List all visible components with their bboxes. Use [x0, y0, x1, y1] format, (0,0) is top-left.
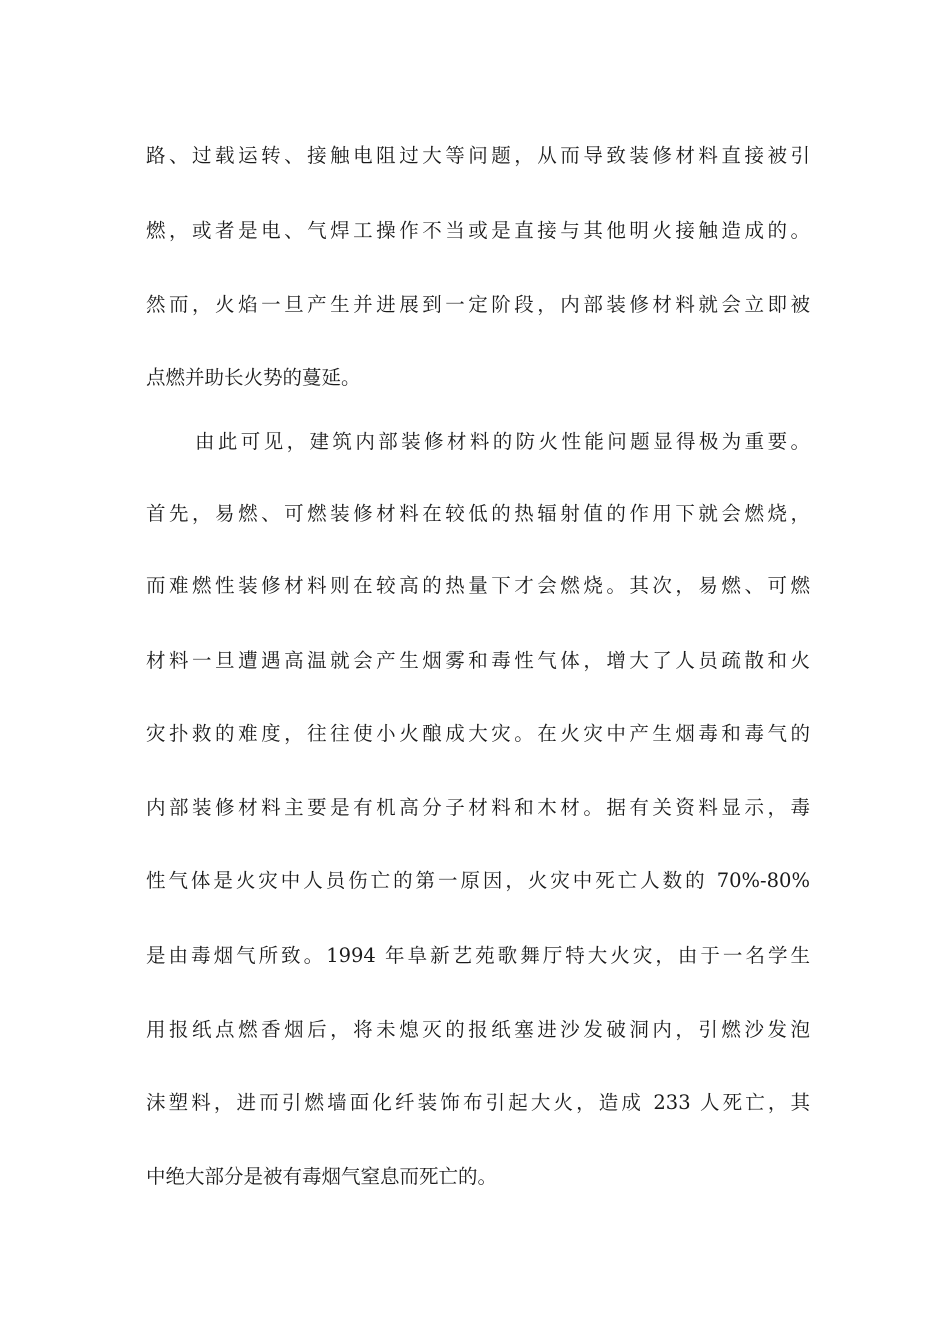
paragraph-2-line-10: 沫塑料，进而引燃墙面化纤装饰布引起大火，造成 233 人死亡，其	[146, 1091, 810, 1114]
paragraph-2-line-1: 由此可见，建筑内部装修材料的防火性能问题显得极为重要。	[195, 430, 810, 453]
paragraph-1-line-1: 路、过载运转、接触电阻过大等问题，从而导致装修材料直接被引	[146, 144, 810, 167]
paragraph-1-line-2: 燃，或者是电、气焊工操作不当或是直接与其他明火接触造成的。	[146, 219, 810, 242]
paragraph-2-line-5: 灾扑救的难度，往往使小火酿成大灾。在火灾中产生烟毒和毒气的	[146, 722, 810, 745]
paragraph-1-line-3: 然而，火焰一旦产生并进展到一定阶段，内部装修材料就会立即被	[146, 293, 810, 316]
paragraph-2-line-9: 用报纸点燃香烟后，将未熄灭的报纸塞进沙发破洞内，引燃沙发泡	[146, 1018, 810, 1041]
paragraph-2-line-8: 是由毒烟气所致。1994 年阜新艺苑歌舞厅特大火灾，由于一名学生	[146, 944, 810, 967]
paragraph-2-line-7: 性气体是火灾中人员伤亡的第一原因，火灾中死亡人数的 70%-80%	[146, 869, 810, 892]
paragraph-2-line-3: 而难燃性装修材料则在较高的热量下才会燃烧。其次，易燃、可燃	[146, 574, 810, 597]
paragraph-2-line-11: 中绝大部分是被有毒烟气窒息而死亡的。	[146, 1165, 498, 1188]
paragraph-2-line-2: 首先，易燃、可燃装修材料在较低的热辐射值的作用下就会燃烧，	[146, 502, 810, 525]
paragraph-2-line-6: 内部装修材料主要是有机高分子材料和木材。据有关资料显示，毒	[146, 796, 810, 819]
paragraph-1-line-4: 点燃并助长火势的蔓延。	[146, 366, 361, 389]
paragraph-2-line-4: 材料一旦遭遇高温就会产生烟雾和毒性气体，增大了人员疏散和火	[146, 649, 810, 672]
